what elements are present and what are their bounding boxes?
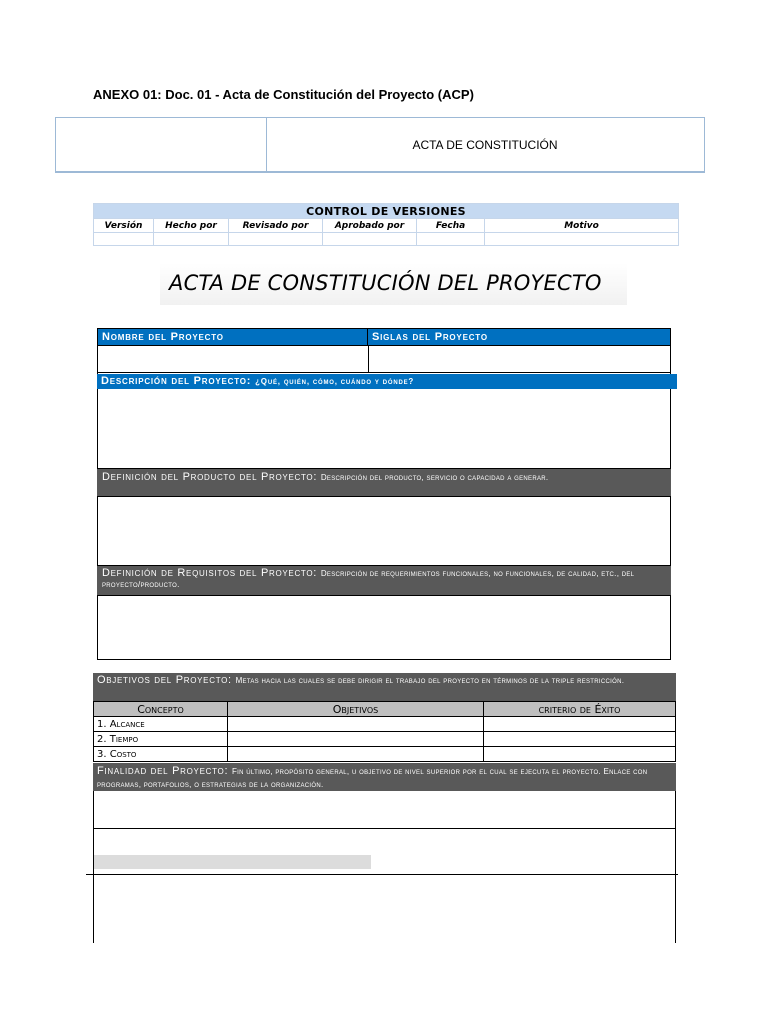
col-success-criteria: criterio de Éxito <box>484 702 676 717</box>
product-header <box>97 468 671 496</box>
col-concept: Concepto <box>94 702 228 717</box>
time-objective-cell[interactable] <box>228 732 484 747</box>
requirements-header <box>97 565 671 595</box>
cost-objective-cell[interactable] <box>228 747 484 762</box>
logo-cell <box>56 118 267 171</box>
row-time-label: 2. Tiempo <box>94 732 228 747</box>
name-input-row[interactable] <box>97 346 671 373</box>
approved-by-cell[interactable] <box>323 233 417 246</box>
description-header <box>97 374 677 389</box>
cost-criteria-cell[interactable] <box>484 747 676 762</box>
main-title: ACTA DE CONSTITUCIÓN DEL PROYECTO <box>169 271 602 295</box>
product-hint: Descripción del producto, servicio o capacidad a generar. <box>320 473 549 482</box>
col-approved-by: Aprobado por <box>323 219 417 233</box>
version-control-title: CONTROL DE VERSIONES <box>94 204 679 219</box>
reason-cell[interactable] <box>485 233 679 246</box>
divider <box>97 496 671 497</box>
project-name-label: Nombre del Proyecto <box>98 329 368 345</box>
purpose-header <box>93 763 676 791</box>
scope-criteria-cell[interactable] <box>484 717 676 732</box>
objectives-table <box>93 701 676 762</box>
objectives-label: Objetivos del Proyecto: <box>97 674 232 686</box>
description-label: Descripción del Proyecto: <box>101 375 252 387</box>
col-date: Fecha <box>417 219 485 233</box>
col-made-by: Hecho por <box>154 219 229 233</box>
col-objectives: Objetivos <box>228 702 484 717</box>
col-version: Versión <box>94 219 154 233</box>
requirements-label: Definición de Requisitos del Proyecto: <box>102 567 318 579</box>
annex-title: ANEXO 01: Doc. 01 - Acta de Constitución del Proyecto (ACP) <box>93 87 474 102</box>
product-label: Definición del Producto del Proyecto: <box>102 471 318 483</box>
header-box <box>55 117 705 173</box>
purpose-label: Finalidad del Proyecto: <box>97 765 229 777</box>
main-title-box <box>160 263 627 305</box>
name-header-row <box>97 328 671 346</box>
requirements-hint: Descripción de requerimientos funcionales, no funcionales, de calidad, etc., del proyecto/producto. <box>102 569 635 589</box>
row-cost-label: 3. Costo <box>94 747 228 762</box>
time-criteria-cell[interactable] <box>484 732 676 747</box>
objectives-header <box>93 673 676 701</box>
reviewed-by-cell[interactable] <box>229 233 323 246</box>
divider <box>86 874 678 875</box>
date-cell[interactable] <box>417 233 485 246</box>
project-acronym-label: Siglas del Proyecto <box>372 331 488 343</box>
description-hint: ¿Qué, quién, cómo, cuándo y dónde? <box>255 377 415 386</box>
purpose-hint: Fin último, propósito general, u objetivo de nivel superior por el cual se ejecuta el proyecto. Enlace con programas, portafolios, o estrategias de la organización. <box>97 767 648 789</box>
made-by-cell[interactable] <box>154 233 229 246</box>
divider <box>93 828 676 829</box>
header-box-title: ACTA DE CONSTITUCIÓN <box>412 137 558 152</box>
row-scope-label: 1. Alcance <box>94 717 228 732</box>
scope-objective-cell[interactable] <box>228 717 484 732</box>
version-cell[interactable] <box>94 233 154 246</box>
version-control-table <box>93 203 679 246</box>
col-reason: Motivo <box>485 219 679 233</box>
divider <box>97 595 671 596</box>
objectives-hint: Metas hacia las cuales se debe dirigir el trabajo del proyecto en términos de la triple restricción. <box>235 676 625 685</box>
col-reviewed-by: Revisado por <box>229 219 323 233</box>
gray-highlight-bar <box>94 855 371 869</box>
